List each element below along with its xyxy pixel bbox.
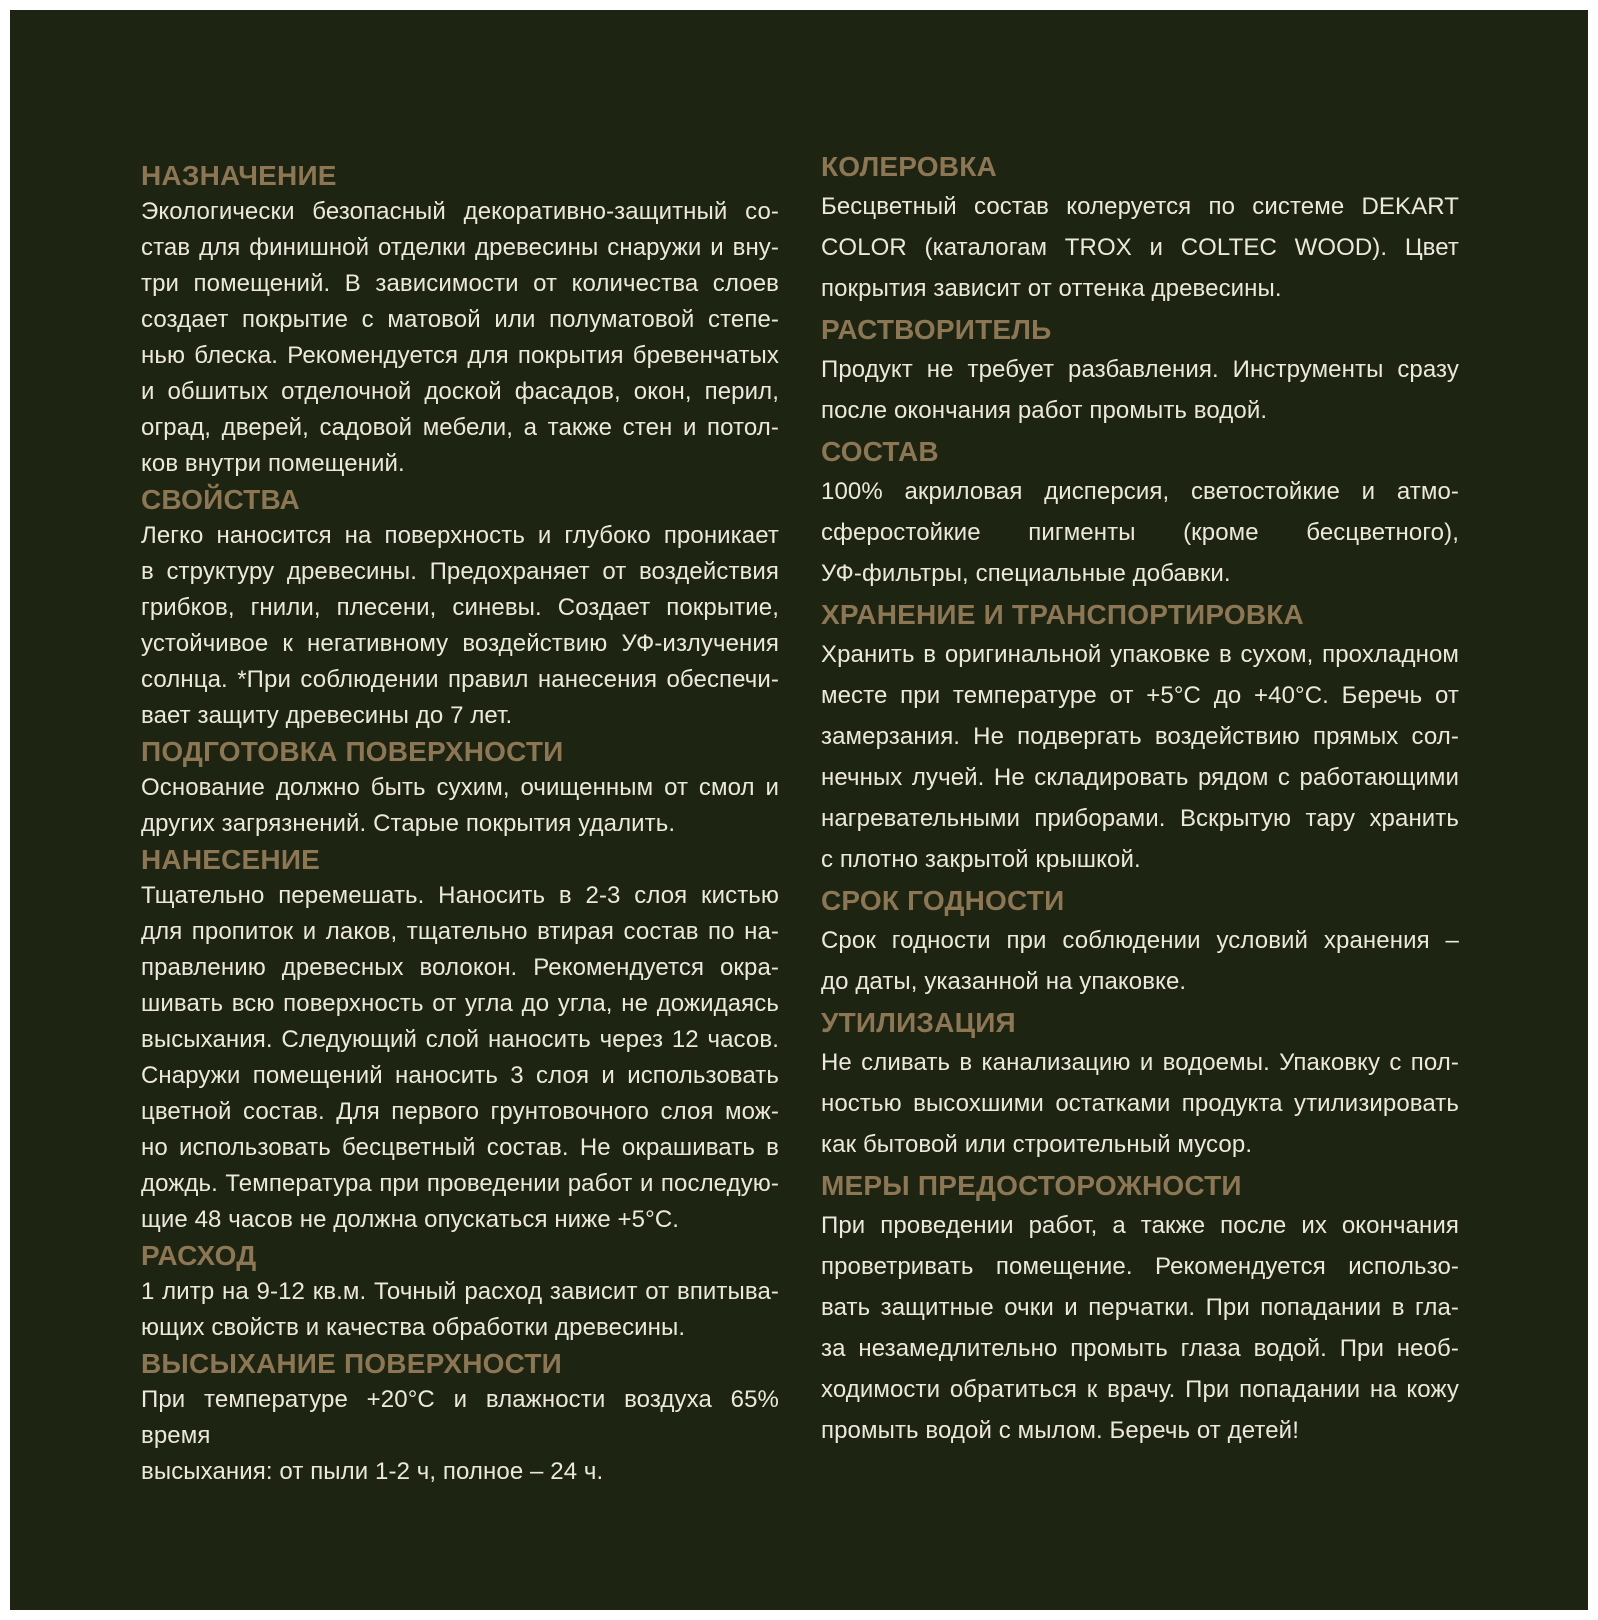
section-heading: НАНЕСЕНИЕ <box>141 844 321 875</box>
section-text: Основание должно быть сухим, очищенным от смол и других загрязнений. Старые покрытия удалить. <box>141 774 779 837</box>
section-text: При проведении работ, а также после их окончания проветривать помещение. Рекомендуется использо- вать защитные очки и перчатки. При попадании в гла- за незамедлительно промыть глаза водой. При необ- ходимости обратиться к врачу. При попадании на кожу промыть водой с мылом. Беречь от детей! <box>821 1212 1459 1444</box>
section-text: Срок годности при соблюдении условий хранения – до даты, указанной на упаковке. <box>821 927 1459 995</box>
section-heading: СРОК ГОДНОСТИ <box>821 885 1065 916</box>
section-heading: РАСХОД <box>141 1240 257 1271</box>
section-text: 1 литр на 9-12 кв.м. Точный расход зависит от впитыва- ющих свойств и качества обработки древесины. <box>141 1278 779 1341</box>
section-surface-preparation <box>141 734 779 842</box>
section-text: Экологически безопасный декоративно-защитный со- став для финишной отделки древесины снаружи и вну- три помещений. В зависимости от количества слоев создает покрытие с матовой или полуматовой степе- нью блеска. Рекомендуется для покрытия бревенчатых и обшитых отделочной доской фасадов, окон, перил, оград, дверей, садовой мебели, а также стен и потол- ков внутри помещений. <box>141 198 779 477</box>
section-text: При температуре +20°С и влажности воздуха 65% время высыхания: от пыли 1-2 ч, полное – 24 ч. <box>141 1386 779 1485</box>
section-heading: РАСТВОРИТЕЛЬ <box>821 314 1052 345</box>
section-heading: МЕРЫ ПРЕДОСТОРОЖНОСТИ <box>821 1170 1242 1201</box>
section-heading: КОЛЕРОВКА <box>821 151 997 182</box>
section-heading: СВОЙСТВА <box>141 484 300 515</box>
left-column <box>141 158 779 1490</box>
section-properties <box>141 482 779 734</box>
section-text: Не сливать в канализацию и водоемы. Упаковку с пол- ностью высохшими остатками продукта утилизировать как бытовой или строительный мусор. <box>821 1049 1459 1158</box>
right-column <box>821 148 1459 1453</box>
section-text: Продукт не требует разбавления. Инструменты сразу после окончания работ промыть водой. <box>821 356 1459 424</box>
section-heading: ХРАНЕНИЕ И ТРАНСПОРТИРОВКА <box>821 599 1304 630</box>
section-purpose <box>141 158 779 482</box>
section-shelf-life <box>821 882 1459 1002</box>
section-text: Тщательно перемешать. Наносить в 2-3 слоя кистью для пропиток и лаков, тщательно втирая состав по на- правлению древесных волокон. Рекомендуется окра- шивать всю поверхность от угла до угла, не дожидаясь высыхания. Следующий слой наносить через 12 часов. Снаружи помещений наносить 3 слоя и использовать цветной состав. Для первого грунтовочного слоя мож- но использовать бесцветный состав. Не окрашивать в дождь. Температура при проведении работ и последую- щие 48 часов не должна опускаться ниже +5°С. <box>141 882 779 1233</box>
section-heading: ВЫСЫХАНИЕ ПОВЕРХНОСТИ <box>141 1348 563 1379</box>
section-text: 100% акриловая дисперсия, светостойкие и атмо- сферостойкие пигменты (кроме бесцветного), УФ-фильтры, специальные добавки. <box>821 478 1459 587</box>
section-composition <box>821 433 1459 594</box>
section-consumption <box>141 1238 779 1346</box>
section-text: Легко наносится на поверхность и глубоко проникает в структуру древесины. Предохраняет от воздействия грибков, гнили, плесени, синевы. Создает покрытие, устойчивое к негативному воздействию УФ-излучения солнца. *При соблюдении правил нанесения обеспечи- вает защиту древесины до 7 лет. <box>141 522 779 729</box>
section-application <box>141 842 779 1238</box>
section-heading: НАЗНАЧЕНИЕ <box>141 160 337 191</box>
section-disposal <box>821 1004 1459 1165</box>
section-text: Бесцветный состав колеруется по системе DEKART COLOR (каталогам TROX и COLTEC WOOD). Цвет покрытия зависит от оттенка древесины. <box>821 193 1459 302</box>
label-panel <box>10 10 1588 1610</box>
section-heading: ПОДГОТОВКА ПОВЕРХНОСТИ <box>141 736 564 767</box>
section-text: Хранить в оригинальной упаковке в сухом, прохладном месте при температуре от +5°С до +40°С. Беречь от замерзания. Не подвергать воздействию прямых сол- нечных лучей. Не складировать рядом с работающими нагревательными приборами. Вскрытую тару хранить с плотно закрытой крышкой. <box>821 641 1459 873</box>
section-drying <box>141 1346 779 1490</box>
section-solvent <box>821 311 1459 431</box>
section-precautions <box>821 1167 1459 1451</box>
section-storage <box>821 596 1459 880</box>
section-heading: УТИЛИЗАЦИЯ <box>821 1007 1016 1038</box>
section-heading: СОСТАВ <box>821 436 939 467</box>
section-tinting <box>821 148 1459 309</box>
